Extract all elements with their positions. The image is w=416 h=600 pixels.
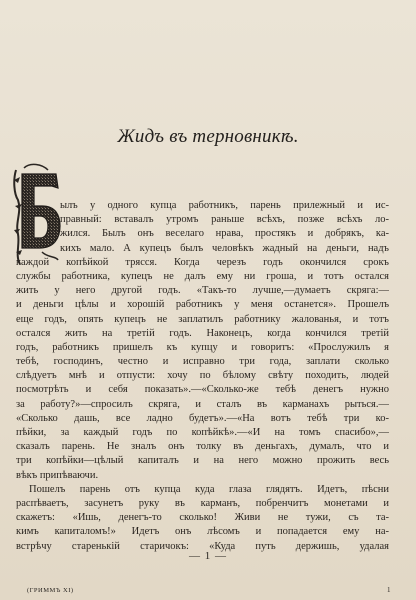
page-title: Жидъ въ терновникѣ. xyxy=(117,126,299,147)
text-line: встрѣчу старенькій старичокъ: «Куда путь держишь, удалая xyxy=(16,540,389,552)
signature-mark: (ГРИММЪ XI) xyxy=(27,587,74,594)
text-line: пѣйки, за каждый годъ по копѣйкѣ».—«И на томъ спасибо»,— xyxy=(16,427,389,438)
text-line: кихъ мало. А купецъ былъ человѣкъ жадный на деньги, надъ xyxy=(60,242,389,254)
text-line: посмотрѣть и себя показать».—«Сколько-же тебѣ денегъ нужно xyxy=(16,384,389,396)
text-line: тебѣ, господинъ, честно и исправно три года, заплати сколько xyxy=(16,356,389,368)
text-line: за работу?»—спросилъ скряга, и сталъ въ карманахъ рыться.— xyxy=(16,398,389,410)
text-line: три копѣйки—цѣлый капиталъ и на него можно прожить весь xyxy=(16,455,389,467)
text-line: сказалъ парень. Не зналъ онъ толку въ деньгахъ, думалъ, что и xyxy=(16,441,389,453)
page-number: — 1 — xyxy=(189,550,227,562)
text-line: еще годъ, опять купецъ не заплатилъ работнику жалованья, и тотъ xyxy=(16,313,389,325)
text-line: вѣкъ припѣваючи. xyxy=(16,469,99,481)
text-line: жился. Былъ онъ веселаго нрава, простякъ и добрякъ, ка- xyxy=(60,228,389,240)
text-line: годъ, работникъ пришелъ къ купцу и говоритъ: «Прослужилъ я xyxy=(16,341,389,353)
text-line: службы работника, купецъ не далъ ему ни гроша, и тотъ остался xyxy=(16,270,389,282)
text-line: правный: вставалъ утромъ раньше всѣхъ, позже всѣхъ ло- xyxy=(60,214,389,226)
text-line: распѣваетъ, засунетъ руку въ карманъ, побренчитъ монетами и xyxy=(16,497,389,509)
text-line: каждой копѣйкой трясся. Когда черезъ годъ окончился срокъ xyxy=(16,256,389,268)
text-line: остался жить на третій годъ. Наконецъ, когда кончился третій xyxy=(16,327,389,339)
body-text xyxy=(16,199,389,554)
text-line: и деньги цѣлы и хорошій работникъ у меня останется». Прошелъ xyxy=(16,299,389,311)
text-line: ылъ у одного купца работникъ, парень прилежный и ис- xyxy=(60,200,389,211)
text-line: «Сколько дашь, все ладно будетъ».—«На вотъ тебѣ три ко- xyxy=(16,412,389,424)
text-line: Пошелъ парень отъ купца куда глаза глядятъ. Идетъ, пѣсни xyxy=(29,483,389,495)
text-line: слѣдуетъ мнѣ и отпусти: хочу по бѣлому свѣту походить, людей xyxy=(16,370,389,382)
sheet-number: 1 xyxy=(387,586,391,594)
text-line: кимъ капиталомъ!» Идетъ онъ лѣсомъ и попадается ему на- xyxy=(16,526,389,538)
text-line: скажетъ: «Ишь, денегъ-то сколько! Живи не тужи, съ та- xyxy=(16,512,389,524)
text-line: жить у него другой годъ. «Такъ-то лучше,—думаетъ скряга:— xyxy=(16,285,389,297)
